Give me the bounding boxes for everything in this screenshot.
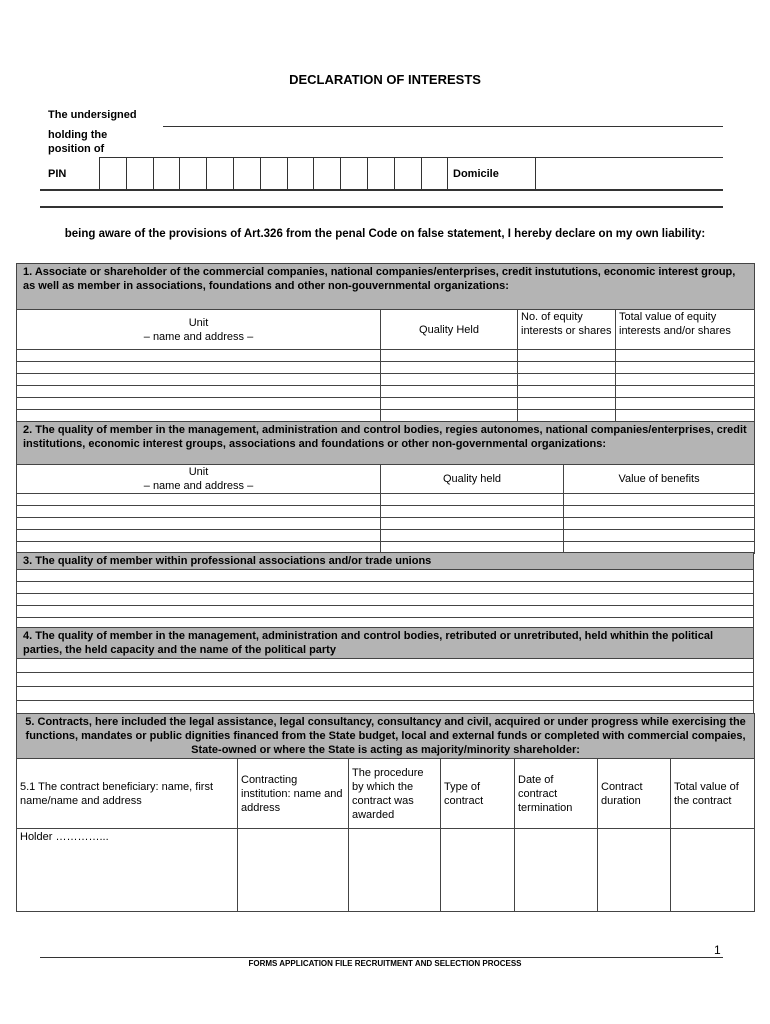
section2-table <box>16 421 755 554</box>
col-procedure: The procedure by which the contract was awarded <box>349 759 441 829</box>
col-equity-value: Total value of equity interests and/or shares <box>616 310 755 350</box>
col-benefits: Value of benefits <box>564 465 755 494</box>
page-title: DECLARATION OF INTERESTS <box>289 72 481 87</box>
table-row <box>17 410 755 422</box>
table-cell[interactable] <box>616 362 755 374</box>
table-cell[interactable] <box>17 606 754 618</box>
col-beneficiary: 5.1 The contract beneficiary: name, first name/name and address <box>17 759 238 829</box>
col-unit-sub: – name and address – <box>143 330 254 343</box>
section3-table <box>16 552 754 630</box>
table-cell[interactable] <box>238 829 349 912</box>
table-row <box>17 518 755 530</box>
table-cell[interactable] <box>17 518 381 530</box>
table-cell[interactable] <box>381 362 518 374</box>
table-cell[interactable] <box>17 594 754 606</box>
table-cell[interactable] <box>17 350 381 362</box>
pin-digit-box[interactable] <box>233 158 260 189</box>
section3-heading: 3. The quality of member within professional associations and/or trade unions <box>17 553 754 570</box>
table-row <box>17 350 755 362</box>
col-quality: Quality Held <box>381 310 518 350</box>
table-row <box>17 374 755 386</box>
pin-digit-box[interactable] <box>313 158 340 189</box>
table-cell[interactable] <box>381 350 518 362</box>
divider <box>535 158 536 189</box>
table-cell[interactable] <box>17 398 381 410</box>
table-cell[interactable] <box>564 530 755 542</box>
col-duration: Contract duration <box>598 759 671 829</box>
table-row <box>17 362 755 374</box>
domicile-label: Domicile <box>453 168 499 180</box>
pin-digit-box[interactable] <box>99 158 126 189</box>
pin-digit-box[interactable] <box>179 158 206 189</box>
footer-divider <box>40 957 723 958</box>
section4-heading: 4. The quality of member in the management, administration and control bodies, retributed or unretributed, held whithin the political parties, the held capacity and the name of the political party <box>17 628 754 659</box>
table-cell[interactable] <box>381 398 518 410</box>
undersigned-label: The undersigned <box>48 109 137 121</box>
section1-heading: 1. Associate or shareholder of the commercial companies, national companies/enterprises, credit instututions, economic interest group, as well as member in associations, foundations and other non-gouvernmental organizations: <box>17 264 755 310</box>
table-cell[interactable] <box>381 374 518 386</box>
table-cell[interactable] <box>381 530 564 542</box>
undersigned-field[interactable] <box>163 126 723 127</box>
table-cell[interactable] <box>381 506 564 518</box>
pin-digit-box[interactable] <box>126 158 153 189</box>
col-termination: Date of contract termination <box>515 759 598 829</box>
table-cell[interactable] <box>381 494 564 506</box>
footer-text: FORMS APPLICATION FILE RECRUITMENT AND SELECTION PROCESS <box>248 959 522 968</box>
pin-digit-box[interactable] <box>260 158 287 189</box>
col-unit <box>17 465 381 494</box>
table-cell[interactable] <box>17 386 381 398</box>
table-cell[interactable] <box>17 494 381 506</box>
table-cell[interactable] <box>671 829 755 912</box>
table-cell[interactable] <box>17 673 754 687</box>
table-cell[interactable] <box>518 386 616 398</box>
table-cell[interactable] <box>17 582 754 594</box>
pin-digit-box[interactable] <box>340 158 367 189</box>
table-cell[interactable] <box>616 398 755 410</box>
table-cell[interactable] <box>518 410 616 422</box>
domicile-field[interactable] <box>40 189 723 191</box>
table-cell[interactable] <box>17 362 381 374</box>
table-row <box>17 582 754 594</box>
table-cell[interactable] <box>17 570 754 582</box>
table-cell[interactable] <box>349 829 441 912</box>
col-unit <box>17 310 381 350</box>
col-unit-label: Unit <box>188 316 209 329</box>
pin-label: PIN <box>48 168 67 180</box>
table-cell[interactable] <box>598 829 671 912</box>
table-cell[interactable] <box>564 494 755 506</box>
col-unit-label: Unit <box>188 466 209 478</box>
position-label: holding the position of <box>48 129 108 155</box>
col-type: Type of contract <box>441 759 515 829</box>
table-cell[interactable] <box>564 518 755 530</box>
holder-cell[interactable]: Holder …………... <box>17 829 238 912</box>
col-equity-count: No. of equity interests or shares <box>518 310 616 350</box>
table-cell[interactable] <box>518 374 616 386</box>
table-cell[interactable] <box>518 350 616 362</box>
table-cell[interactable] <box>616 350 755 362</box>
section2-heading: 2. The quality of member in the management, administration and control bodies, regies autonomes, national companies/enterprises, credit institutions, economic interest groups, associations and foundations or other non-governmental organizations: <box>17 422 755 465</box>
pin-digit-box[interactable] <box>421 158 448 189</box>
declaration-text: being aware of the provisions of Art.326 from the penal Code on false statement, I hereby declare on my own liability: <box>64 228 706 240</box>
table-cell[interactable] <box>17 410 381 422</box>
table-cell[interactable] <box>17 506 381 518</box>
table-cell[interactable] <box>564 506 755 518</box>
table-cell[interactable] <box>515 829 598 912</box>
table-cell[interactable] <box>381 410 518 422</box>
page-number: 1 <box>714 943 721 957</box>
col-institution: Contracting institution: name and address <box>238 759 349 829</box>
table-row <box>17 673 754 687</box>
pin-digit-box[interactable] <box>394 158 421 189</box>
col-quality: Quality held <box>381 465 564 494</box>
table-cell[interactable] <box>441 829 515 912</box>
table-row <box>17 687 754 701</box>
extra-line[interactable] <box>40 206 723 208</box>
table-cell[interactable] <box>17 530 381 542</box>
table-cell[interactable] <box>381 386 518 398</box>
pin-digit-box[interactable] <box>367 158 394 189</box>
table-cell[interactable] <box>616 386 755 398</box>
table-cell[interactable] <box>17 687 754 701</box>
pin-digit-box[interactable] <box>153 158 180 189</box>
col-value: Total value of the contract <box>671 759 755 829</box>
pin-digit-box[interactable] <box>287 158 314 189</box>
section5-heading: 5. Contracts, here included the legal assistance, legal consultancy, consultancy and civil, acquired or under progress while exercising the functions, mandates or public dignities financed from the State budget, local and external funds or completed with commercial compaies, State-owned or where the State is acting as majority/minority shareholder: <box>17 714 755 759</box>
table-row <box>17 398 755 410</box>
table-cell[interactable] <box>616 374 755 386</box>
col-unit-sub: – name and address – <box>143 480 254 492</box>
table-cell[interactable] <box>17 659 754 673</box>
section4-table <box>16 627 754 715</box>
table-cell[interactable] <box>518 362 616 374</box>
table-row <box>17 386 755 398</box>
table-cell[interactable] <box>518 398 616 410</box>
table-row <box>17 659 754 673</box>
table-row <box>17 570 754 582</box>
section1-table <box>16 263 755 422</box>
table-row <box>17 606 754 618</box>
table-cell[interactable] <box>17 374 381 386</box>
table-row <box>17 494 755 506</box>
section5-table <box>16 713 755 912</box>
table-cell[interactable] <box>381 518 564 530</box>
table-row <box>17 530 755 542</box>
pin-digit-box[interactable] <box>206 158 233 189</box>
table-row <box>17 506 755 518</box>
table-row <box>17 594 754 606</box>
table-cell[interactable] <box>616 410 755 422</box>
